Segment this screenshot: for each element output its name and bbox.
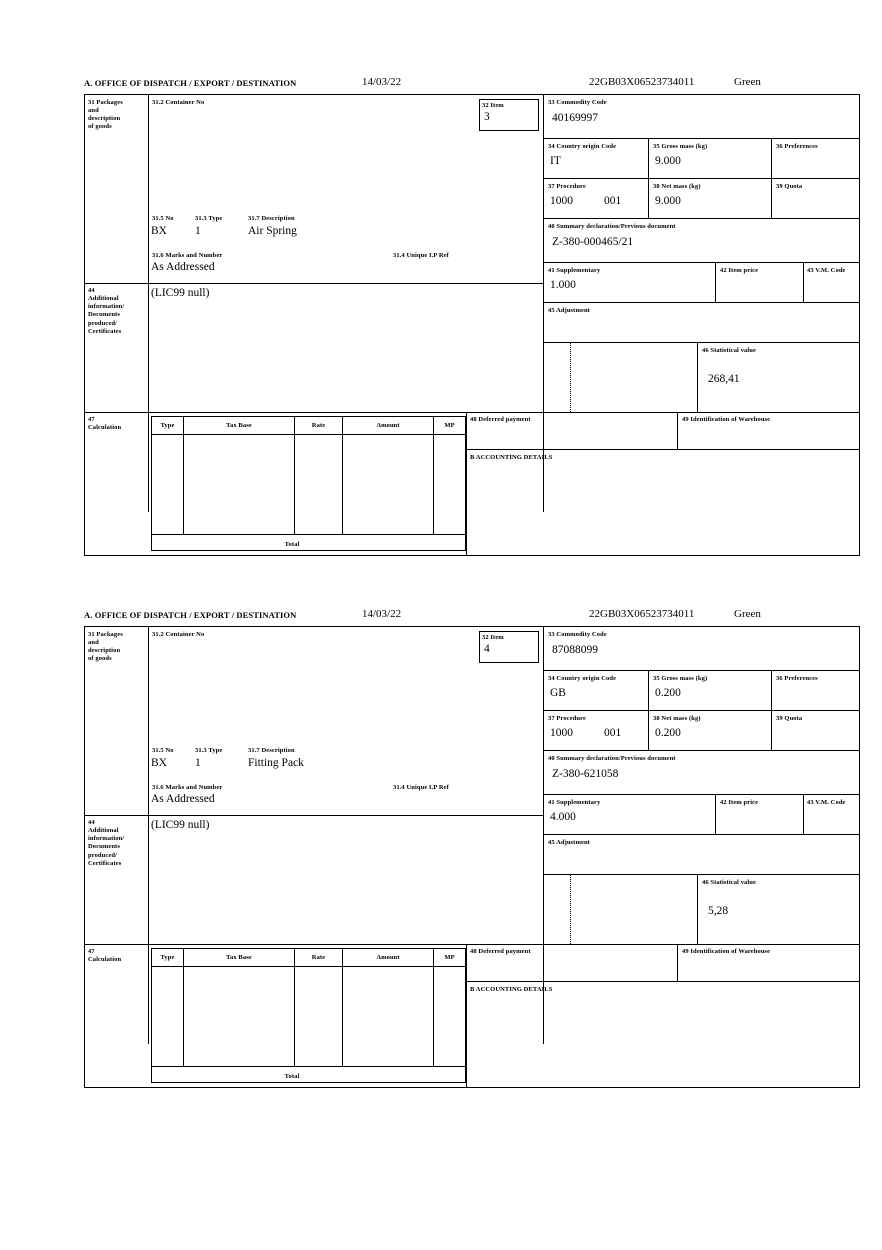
field-32-label: 32 Item <box>482 102 504 109</box>
country-origin-code-value: GB <box>550 687 566 700</box>
accounting-details-cell <box>466 982 860 1088</box>
dotted-divider <box>570 875 571 944</box>
declaration-date: 14/03/22 <box>362 76 402 88</box>
statistical-value-value: 5,28 <box>708 905 729 918</box>
field-39-cell <box>772 179 860 219</box>
field-36-label: 36 Preferences <box>776 143 818 150</box>
field-43-label: 43 V.M. Code <box>807 799 846 806</box>
declaration-box-2 <box>84 626 860 1088</box>
field-32-item-box <box>479 99 539 131</box>
calculation-table <box>151 416 466 551</box>
field-48-label: 48 Deferred payment <box>470 416 531 423</box>
field-31-7-label: 31.7 Description <box>248 215 295 222</box>
field-31-label: 31 Packages and description of goods <box>88 631 123 663</box>
divider-field-44-top <box>85 283 148 284</box>
accounting-details-label: B ACCOUNTING DETAILS <box>470 454 553 461</box>
additional-information-value: (LIC99 null) <box>151 819 210 831</box>
field-42-cell <box>716 263 804 303</box>
field-49-label: 49 Identification of Warehouse <box>682 416 771 423</box>
field-49-label: 49 Identification of Warehouse <box>682 948 771 955</box>
field-47-label: 47 Calculation <box>88 416 122 432</box>
field-38-label: 38 Net mass (kg) <box>653 183 701 190</box>
field-44-label: 44 Additional information/ Documents produced/ Certificates <box>88 819 125 867</box>
field-39-cell <box>772 711 860 751</box>
field-31-6-label: 31.6 Marks and Number <box>152 784 223 791</box>
field-49-cell <box>678 412 860 450</box>
field-47-label: 47 Calculation <box>88 948 122 964</box>
field-46-cell <box>697 875 860 944</box>
field-37-cell <box>544 711 649 751</box>
field-41-label: 41 Supplementary <box>548 799 601 806</box>
dotted-divider <box>570 343 571 412</box>
marks-and-number-value: As Addressed <box>151 261 215 273</box>
field-40-label: 40 Summary declaration/Previous document <box>548 755 676 762</box>
commodity-code-value: 40169997 <box>552 112 598 125</box>
field-31-2-label: 31.2 Container No <box>152 99 205 106</box>
field-46-cell <box>697 343 860 412</box>
additional-information-value: (LIC99 null) <box>151 287 210 299</box>
field-38-label: 38 Net mass (kg) <box>653 715 701 722</box>
field-40-cell <box>544 219 860 263</box>
calculation-table <box>151 948 466 1083</box>
packages-type-value: 1 <box>195 225 201 237</box>
calc-total-label: Total <box>284 541 300 548</box>
field-31-4-label: 31.4 Unique I.P Ref <box>393 784 449 791</box>
divider-accounting-left <box>466 944 467 1088</box>
procedure-code-1-value: 1000 <box>550 727 573 740</box>
field-46-label: 46 Statistical value <box>702 347 756 354</box>
field-49-cell <box>678 944 860 982</box>
field-32-label: 32 Item <box>482 634 504 641</box>
country-origin-code-value: IT <box>550 155 561 168</box>
field-35-cell <box>649 139 772 179</box>
procedure-code-2-value: 001 <box>604 195 622 208</box>
statistical-value-value: 268,41 <box>708 373 740 386</box>
field-43-cell <box>804 263 860 303</box>
declaration-status: Green <box>734 608 761 620</box>
field-45-cell <box>544 303 860 343</box>
field-31-3-label: 31.3 Type <box>195 215 223 222</box>
field-43-label: 43 V.M. Code <box>807 267 846 274</box>
field-43-cell <box>804 795 860 835</box>
previous-document-value: Z-380-000465/21 <box>552 236 634 249</box>
divider-left-column <box>148 627 149 1044</box>
field-31-6-label: 31.6 Marks and Number <box>152 252 223 259</box>
accounting-details-label: B ACCOUNTING DETAILS <box>470 986 553 993</box>
field-34-label: 34 Country origin Code <box>548 143 617 150</box>
item-no-value: 4 <box>484 643 490 656</box>
supplementary-value: 1.000 <box>550 279 576 292</box>
item-no-value: 3 <box>484 111 490 124</box>
field-34-cell <box>544 139 649 179</box>
field-33-cell <box>544 627 860 671</box>
field-36-label: 36 Preferences <box>776 675 818 682</box>
field-44-label: 44 Additional information/ Documents produced/ Certificates <box>88 287 125 335</box>
calc-total-label: Total <box>284 1073 300 1080</box>
declaration-date: 14/03/22 <box>362 608 402 620</box>
divider-field-31-bottom <box>148 283 543 284</box>
field-45-label: 45 Adjustment <box>548 307 590 314</box>
packages-description-value: Fitting Pack <box>248 757 304 769</box>
field-48-cell <box>466 412 678 450</box>
declaration-box-1 <box>84 94 860 556</box>
field-42-label: 42 Item price <box>720 267 759 274</box>
field-41-cell <box>544 263 716 303</box>
net-mass-value: 9.000 <box>655 195 681 208</box>
field-34-label: 34 Country origin Code <box>548 675 617 682</box>
field-41-label: 41 Supplementary <box>548 267 601 274</box>
packages-no-value: BX <box>151 225 167 237</box>
field-36-cell <box>772 139 860 179</box>
calc-col-type-header: Type <box>160 422 175 429</box>
field-31-3-label: 31.3 Type <box>195 747 223 754</box>
field-31-7-label: 31.7 Description <box>248 747 295 754</box>
packages-no-value: BX <box>151 757 167 769</box>
field-38-cell <box>649 179 772 219</box>
field-48-cell <box>466 944 678 982</box>
field-33-label: 33 Commodity Code <box>548 99 607 106</box>
office-of-dispatch-label: A. OFFICE OF DISPATCH / EXPORT / DESTINATION <box>84 610 297 620</box>
declaration-reference: 22GB03X06523734011 <box>589 608 695 620</box>
supplementary-value: 4.000 <box>550 811 576 824</box>
sheet-header-2 <box>84 610 862 626</box>
field-35-label: 35 Gross mass (kg) <box>653 143 708 150</box>
field-35-label: 35 Gross mass (kg) <box>653 675 708 682</box>
packages-description-value: Air Spring <box>248 225 297 237</box>
field-31-4-label: 31.4 Unique I.P Ref <box>393 252 449 259</box>
calc-col-tax-base-header: Tax Base <box>226 954 252 961</box>
declaration-sheet-2 <box>84 610 862 1088</box>
field-42-label: 42 Item price <box>720 799 759 806</box>
calc-col-rate-header: Rate <box>311 422 326 429</box>
field-42-cell <box>716 795 804 835</box>
field-45-cell <box>544 835 860 875</box>
declaration-status: Green <box>734 76 761 88</box>
packages-type-value: 1 <box>195 757 201 769</box>
divider-accounting-left <box>466 412 467 556</box>
field-35-cell <box>649 671 772 711</box>
calc-col-amount-header: Amount <box>376 422 400 429</box>
field-37-label: 37 Procedure <box>548 183 586 190</box>
field-39-label: 39 Quota <box>776 715 803 722</box>
field-41-cell <box>544 795 716 835</box>
field-31-5-label: 31.5 No <box>152 215 174 222</box>
gross-mass-value: 9.000 <box>655 155 681 168</box>
field-46-label: 46 Statistical value <box>702 879 756 886</box>
calc-col-amount-header: Amount <box>376 954 400 961</box>
calc-col-mp-header: MP <box>444 954 455 961</box>
field-39-label: 39 Quota <box>776 183 803 190</box>
calc-col-rate-header: Rate <box>311 954 326 961</box>
field-31-5-label: 31.5 No <box>152 747 174 754</box>
declaration-reference: 22GB03X06523734011 <box>589 76 695 88</box>
calc-col-type-header: Type <box>160 954 175 961</box>
field-37-label: 37 Procedure <box>548 715 586 722</box>
previous-document-value: Z-380-621058 <box>552 768 619 781</box>
field-33-label: 33 Commodity Code <box>548 631 607 638</box>
gross-mass-value: 0.200 <box>655 687 681 700</box>
field-36-cell <box>772 671 860 711</box>
field-32-item-box <box>479 631 539 663</box>
accounting-details-cell <box>466 450 860 556</box>
net-mass-value: 0.200 <box>655 727 681 740</box>
divider-field-44-top <box>85 815 148 816</box>
field-37-cell <box>544 179 649 219</box>
field-40-label: 40 Summary declaration/Previous document <box>548 223 676 230</box>
field-34-cell <box>544 671 649 711</box>
office-of-dispatch-label: A. OFFICE OF DISPATCH / EXPORT / DESTINATION <box>84 78 297 88</box>
field-40-cell <box>544 751 860 795</box>
procedure-code-2-value: 001 <box>604 727 622 740</box>
calc-col-tax-base-header: Tax Base <box>226 422 252 429</box>
field-33-cell <box>544 95 860 139</box>
marks-and-number-value: As Addressed <box>151 793 215 805</box>
calc-col-mp-header: MP <box>444 422 455 429</box>
field-31-label: 31 Packages and description of goods <box>88 99 123 131</box>
field-48-label: 48 Deferred payment <box>470 948 531 955</box>
field-45-label: 45 Adjustment <box>548 839 590 846</box>
field-31-2-label: 31.2 Container No <box>152 631 205 638</box>
field-38-cell <box>649 711 772 751</box>
declaration-sheet-1 <box>84 78 862 556</box>
divider-field-31-bottom <box>148 815 543 816</box>
commodity-code-value: 87088099 <box>552 644 598 657</box>
procedure-code-1-value: 1000 <box>550 195 573 208</box>
sheet-header-1 <box>84 78 862 94</box>
divider-left-column <box>148 95 149 512</box>
